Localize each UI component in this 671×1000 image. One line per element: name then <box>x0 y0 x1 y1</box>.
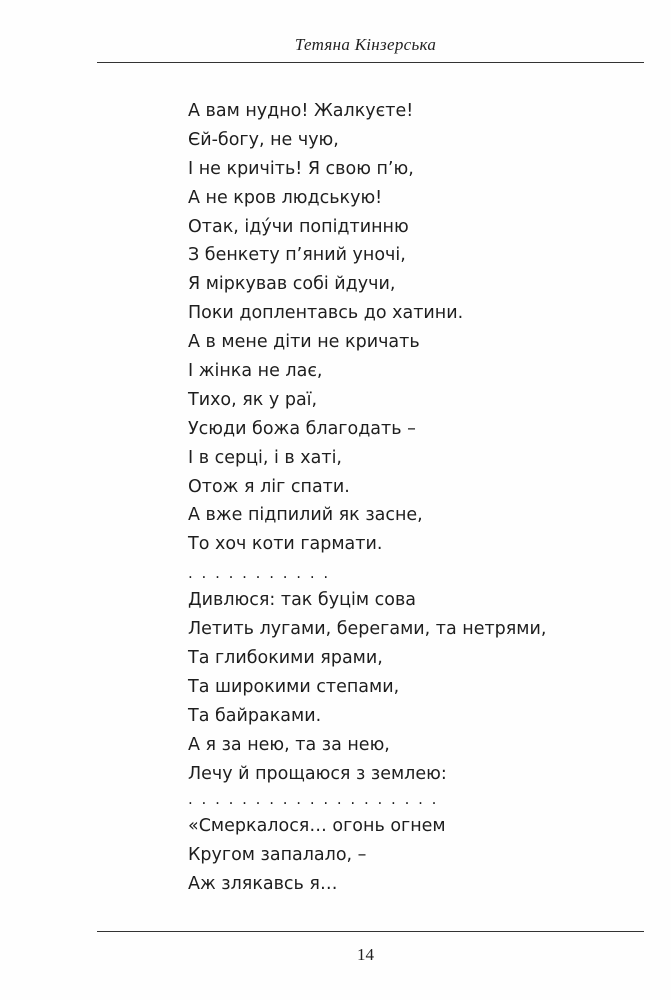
poem-line: Та глибокими ярами, <box>188 648 383 669</box>
poem-line: Та широкими степами, <box>188 676 400 697</box>
footer-rule <box>97 931 644 932</box>
poem-line: З бенкету п’яний уночі, <box>188 245 406 266</box>
poem-line: І не кричіть! Я свою п’ю, <box>188 158 414 179</box>
poem-line: Аж злякавсь я… <box>188 874 338 895</box>
page-number: 14 <box>357 945 374 964</box>
poem-line: А вже підпилий як засне, <box>188 505 423 526</box>
poem-line: І жінка не лає, <box>188 361 323 382</box>
poem-line: Тихо, як у раї, <box>188 389 318 410</box>
poem-line: Та байраками. <box>188 705 322 726</box>
poem-line: Отож я ліг спати. <box>188 476 350 497</box>
poem-line: «Смеркалося… огонь огнем <box>188 816 446 837</box>
poem-line: А в мене діти не кричать <box>188 332 420 353</box>
running-head-author: Тетяна Кінзерська <box>294 35 437 54</box>
poem-line: Летить лугами, берегами, та нетрями, <box>188 619 547 640</box>
ellipsis-divider: . . . . . . . . . . . . . . . . . . . <box>188 790 439 809</box>
poem-line: Єй-богу, не чую, <box>188 129 339 150</box>
poem-line: Поки доплентавсь до хатини. <box>188 303 464 324</box>
poem-line: А не кров людськую! <box>188 187 383 208</box>
poem-line: Кругом запалало, – <box>188 845 367 866</box>
poem-line: То хоч коти гармати. <box>188 534 383 555</box>
poem-text <box>188 97 628 899</box>
ellipsis-divider: . . . . . . . . . . . <box>188 564 331 583</box>
poem-line: Дивлюся: так буцім сова <box>188 590 416 611</box>
header-rule <box>97 62 644 63</box>
poem-line: Лечу й прощаюся з землею: <box>188 763 447 784</box>
poem-line: А вам нудно! Жалкуєте! <box>188 101 414 121</box>
poem-line: А я за нею, та за нею, <box>188 734 390 755</box>
poem-line: І в серці, і в хаті, <box>188 447 342 468</box>
poem-line: Я міркував собі йдучи, <box>188 274 396 295</box>
poem-line: Отак, ідýчи попідтинню <box>188 216 409 237</box>
poem-line: Усюди божа благодать – <box>188 418 416 439</box>
